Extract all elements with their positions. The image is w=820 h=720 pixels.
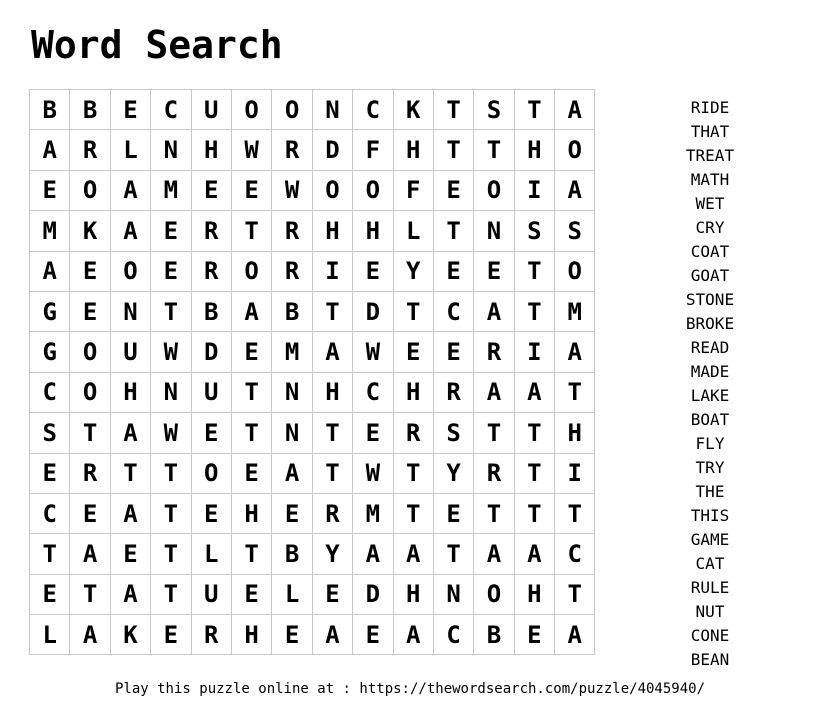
word-list-item: GAME [690,530,730,549]
grid-cell[interactable]: K [110,615,150,655]
grid-cell[interactable]: E [191,170,231,210]
grid-cell[interactable]: T [231,211,271,251]
grid-cell[interactable]: U [191,90,231,130]
grid-cell[interactable]: A [514,372,554,412]
grid-cell[interactable]: E [433,251,473,291]
grid-cell[interactable]: H [312,211,352,251]
grid-cell[interactable]: T [474,413,514,453]
grid-cell[interactable]: O [231,251,271,291]
grid-cell[interactable]: O [555,251,595,291]
grid-cell[interactable]: T [151,534,191,574]
grid-cell[interactable]: E [312,574,352,614]
grid-cell[interactable]: N [151,130,191,170]
grid-cell[interactable]: E [110,90,150,130]
grid-cell[interactable]: E [272,493,312,533]
grid-cell[interactable]: E [151,615,191,655]
word-list-item: THIS [690,506,730,525]
grid-cell[interactable]: T [474,493,514,533]
word-list-item: COAT [690,242,730,261]
grid-cell[interactable]: T [393,453,433,493]
grid-cell[interactable]: U [110,332,150,372]
grid-cell[interactable]: T [433,534,473,574]
word-list-item: THAT [690,122,730,141]
grid-cell[interactable]: K [393,90,433,130]
grid-row [30,413,595,453]
grid-cell[interactable]: E [231,453,271,493]
grid-cell[interactable]: A [474,291,514,331]
grid-cell[interactable]: R [272,251,312,291]
grid-cell[interactable]: S [433,413,473,453]
grid-cell[interactable]: B [70,90,110,130]
grid-cell[interactable]: O [70,170,110,210]
grid-cell[interactable]: O [474,170,514,210]
grid-cell[interactable]: E [474,251,514,291]
word-list-item: LAKE [690,386,730,405]
grid-cell[interactable]: A [231,291,271,331]
grid-cell[interactable]: W [151,413,191,453]
grid-cell[interactable]: A [474,534,514,574]
grid-cell[interactable]: W [353,332,393,372]
grid-cell[interactable]: D [353,291,393,331]
grid-cell[interactable]: B [272,291,312,331]
grid-cell[interactable]: E [393,332,433,372]
grid-cell[interactable]: A [555,615,595,655]
grid-row [30,291,595,331]
grid-cell[interactable]: T [514,413,554,453]
grid-cell[interactable]: T [555,372,595,412]
grid-cell[interactable]: R [433,372,473,412]
grid-cell[interactable]: A [312,332,352,372]
grid-row [30,372,595,412]
grid-cell[interactable]: T [393,291,433,331]
grid-cell[interactable]: C [30,493,70,533]
grid-cell[interactable]: T [30,534,70,574]
grid-cell[interactable]: N [151,372,191,412]
grid-cell[interactable]: B [191,291,231,331]
grid-cell[interactable]: R [191,251,231,291]
grid-row [30,574,595,614]
grid-cell[interactable]: T [231,534,271,574]
grid-cell[interactable]: T [312,291,352,331]
grid-cell[interactable]: T [393,493,433,533]
grid-cell[interactable]: E [70,251,110,291]
grid-cell[interactable]: S [555,211,595,251]
grid-cell[interactable]: N [312,90,352,130]
grid-cell[interactable]: R [393,413,433,453]
grid-cell[interactable]: A [514,534,554,574]
grid-cell[interactable]: U [191,574,231,614]
grid-cell[interactable]: O [272,90,312,130]
grid-cell[interactable]: A [110,493,150,533]
grid-cell[interactable]: O [70,332,110,372]
grid-cell[interactable]: T [151,493,191,533]
grid-cell[interactable]: Y [312,534,352,574]
grid-cell[interactable]: H [514,574,554,614]
grid-cell[interactable]: M [272,332,312,372]
grid-cell[interactable]: E [231,332,271,372]
grid-row [30,130,595,170]
grid-cell[interactable]: N [110,291,150,331]
word-list-item: CONE [690,626,730,645]
grid-row [30,493,595,533]
grid-cell[interactable]: A [353,534,393,574]
grid-cell[interactable]: A [555,332,595,372]
grid-cell[interactable]: H [231,615,271,655]
grid-cell[interactable]: H [312,372,352,412]
grid-cell[interactable]: H [393,372,433,412]
grid-cell[interactable]: K [70,211,110,251]
grid-cell[interactable]: D [191,332,231,372]
grid-cell[interactable]: R [272,211,312,251]
grid-cell[interactable]: R [312,493,352,533]
puzzle-link-footer: Play this puzzle online at : https://thewordsearch.com/puzzle/4045940/ [114,681,705,697]
grid-cell[interactable]: T [110,453,150,493]
grid-row [30,453,595,493]
grid-cell[interactable]: I [312,251,352,291]
grid-cell[interactable]: A [272,453,312,493]
grid-cell[interactable]: E [514,615,554,655]
grid-cell[interactable]: R [272,130,312,170]
grid-cell[interactable]: E [30,453,70,493]
grid-cell[interactable]: W [353,453,393,493]
word-list-item: RULE [690,578,730,597]
grid-cell[interactable]: G [30,291,70,331]
grid-cell[interactable]: C [353,90,393,130]
grid-cell[interactable]: T [70,574,110,614]
grid-row [30,211,595,251]
word-list-item: MADE [690,362,730,381]
grid-cell[interactable]: T [555,574,595,614]
grid-cell[interactable]: I [514,332,554,372]
grid-cell[interactable]: T [514,453,554,493]
grid-row [30,251,595,291]
grid-cell[interactable]: H [191,130,231,170]
grid-cell[interactable]: H [555,413,595,453]
grid-cell[interactable]: R [70,130,110,170]
grid-cell[interactable]: H [514,130,554,170]
grid-cell[interactable]: I [514,170,554,210]
grid-cell[interactable]: E [433,493,473,533]
grid-cell[interactable]: A [393,534,433,574]
grid-cell[interactable]: N [474,211,514,251]
grid-cell[interactable]: B [474,615,514,655]
grid-cell[interactable]: D [353,574,393,614]
grid-cell[interactable]: A [70,534,110,574]
grid-cell[interactable]: H [231,493,271,533]
word-list-item: CRY [695,218,725,237]
grid-cell[interactable]: E [231,170,271,210]
grid-cell[interactable]: E [30,170,70,210]
grid-cell[interactable]: E [191,413,231,453]
grid-cell[interactable]: M [151,170,191,210]
grid-cell[interactable]: H [393,130,433,170]
grid-cell[interactable]: A [110,170,150,210]
grid-cell[interactable]: B [30,90,70,130]
word-list-item: BOAT [690,410,730,429]
word-list-item: NUT [695,602,725,621]
word-list-item: FLY [695,434,725,453]
word-list-item: RIDE [690,98,730,117]
grid-cell[interactable]: E [433,332,473,372]
grid-cell[interactable]: Y [393,251,433,291]
grid-cell[interactable]: L [272,574,312,614]
letter-grid [29,89,595,655]
grid-cell[interactable]: A [312,615,352,655]
grid-cell[interactable]: T [231,413,271,453]
grid-cell[interactable]: T [514,251,554,291]
word-list-item: THE [695,482,725,501]
grid-cell[interactable]: M [555,291,595,331]
grid-cell[interactable]: A [110,211,150,251]
grid-cell[interactable]: H [110,372,150,412]
word-list-item: BEAN [690,650,730,669]
grid-row [30,90,595,130]
grid-cell[interactable]: T [433,130,473,170]
word-list [660,96,760,672]
grid-cell[interactable]: I [555,453,595,493]
grid-cell[interactable]: A [30,251,70,291]
grid-cell[interactable]: C [353,372,393,412]
word-list-item: WET [695,194,725,213]
grid-cell[interactable]: E [30,574,70,614]
grid-cell[interactable]: E [353,413,393,453]
grid-cell[interactable]: D [312,130,352,170]
grid-cell[interactable]: A [393,615,433,655]
word-list-item: TREAT [685,146,735,165]
grid-cell[interactable]: E [353,251,393,291]
grid-cell[interactable]: A [474,372,514,412]
word-list-item: BROKE [685,314,735,333]
grid-cell[interactable]: W [151,332,191,372]
grid-cell[interactable]: W [231,130,271,170]
grid-cell[interactable]: C [555,534,595,574]
grid-cell[interactable]: A [555,90,595,130]
grid-cell[interactable]: A [555,170,595,210]
grid-cell[interactable]: O [110,251,150,291]
grid-cell[interactable]: A [30,130,70,170]
page-title: Word Search [31,23,283,67]
grid-cell[interactable]: T [514,493,554,533]
grid-cell[interactable]: A [110,413,150,453]
grid-cell[interactable]: T [555,493,595,533]
grid-cell[interactable]: H [353,211,393,251]
grid-cell[interactable]: T [474,130,514,170]
grid-cell[interactable]: E [70,291,110,331]
grid-cell[interactable]: T [514,90,554,130]
grid-cell[interactable]: A [110,574,150,614]
grid-cell[interactable]: R [70,453,110,493]
grid-cell[interactable]: T [514,291,554,331]
grid-row [30,170,595,210]
grid-cell[interactable]: O [353,170,393,210]
grid-cell[interactable]: E [272,615,312,655]
grid-cell[interactable]: E [70,493,110,533]
grid-cell[interactable]: R [474,453,514,493]
grid-cell[interactable]: T [231,372,271,412]
grid-cell[interactable]: L [30,615,70,655]
grid-cell[interactable]: O [312,170,352,210]
grid-cell[interactable]: L [110,130,150,170]
grid-cell[interactable]: M [353,493,393,533]
grid-cell[interactable]: E [151,251,191,291]
grid-cell[interactable]: M [30,211,70,251]
grid-cell[interactable]: N [272,372,312,412]
grid-cell[interactable]: N [433,574,473,614]
grid-cell[interactable]: T [433,211,473,251]
grid-cell[interactable]: O [555,130,595,170]
word-list-item: CAT [695,554,725,573]
grid-cell[interactable]: F [393,170,433,210]
grid-row [30,332,595,372]
grid-row [30,534,595,574]
grid-cell[interactable]: R [191,211,231,251]
grid-cell[interactable]: O [70,372,110,412]
grid-cell[interactable]: E [231,574,271,614]
grid-cell[interactable]: E [433,170,473,210]
grid-cell[interactable]: R [474,332,514,372]
grid-cell[interactable]: R [191,615,231,655]
grid-row [30,615,595,655]
grid-cell[interactable]: E [110,534,150,574]
grid-cell[interactable]: T [312,453,352,493]
grid-cell[interactable]: A [70,615,110,655]
grid-cell[interactable]: O [231,90,271,130]
grid-cell[interactable]: T [312,413,352,453]
grid-cell[interactable]: C [433,615,473,655]
grid-cell[interactable]: L [393,211,433,251]
grid-cell[interactable]: T [151,453,191,493]
grid-cell[interactable]: H [393,574,433,614]
word-list-item: TRY [695,458,725,477]
grid-cell[interactable]: L [191,534,231,574]
grid-cell[interactable]: C [30,372,70,412]
grid-cell[interactable]: G [30,332,70,372]
grid-cell[interactable]: O [474,574,514,614]
word-list-item: READ [690,338,730,357]
grid-cell[interactable]: N [272,413,312,453]
grid-cell[interactable]: S [474,90,514,130]
grid-cell[interactable]: T [151,574,191,614]
word-list-item: GOAT [690,266,730,285]
grid-cell[interactable]: B [272,534,312,574]
grid-cell[interactable]: S [30,413,70,453]
grid-cell[interactable]: T [433,90,473,130]
grid-cell[interactable]: S [514,211,554,251]
grid-cell[interactable]: O [191,453,231,493]
grid-cell[interactable]: F [353,130,393,170]
word-list-item: STONE [685,290,735,309]
word-list-item: MATH [690,170,730,189]
grid-cell[interactable]: E [353,615,393,655]
grid-cell[interactable]: C [151,90,191,130]
grid-cell[interactable]: U [191,372,231,412]
grid-cell[interactable]: W [272,170,312,210]
letter-grid-body [30,90,595,655]
grid-cell[interactable]: E [151,211,191,251]
grid-cell[interactable]: T [151,291,191,331]
grid-cell[interactable]: E [191,493,231,533]
grid-cell[interactable]: T [70,413,110,453]
grid-cell[interactable]: Y [433,453,473,493]
grid-cell[interactable]: C [433,291,473,331]
